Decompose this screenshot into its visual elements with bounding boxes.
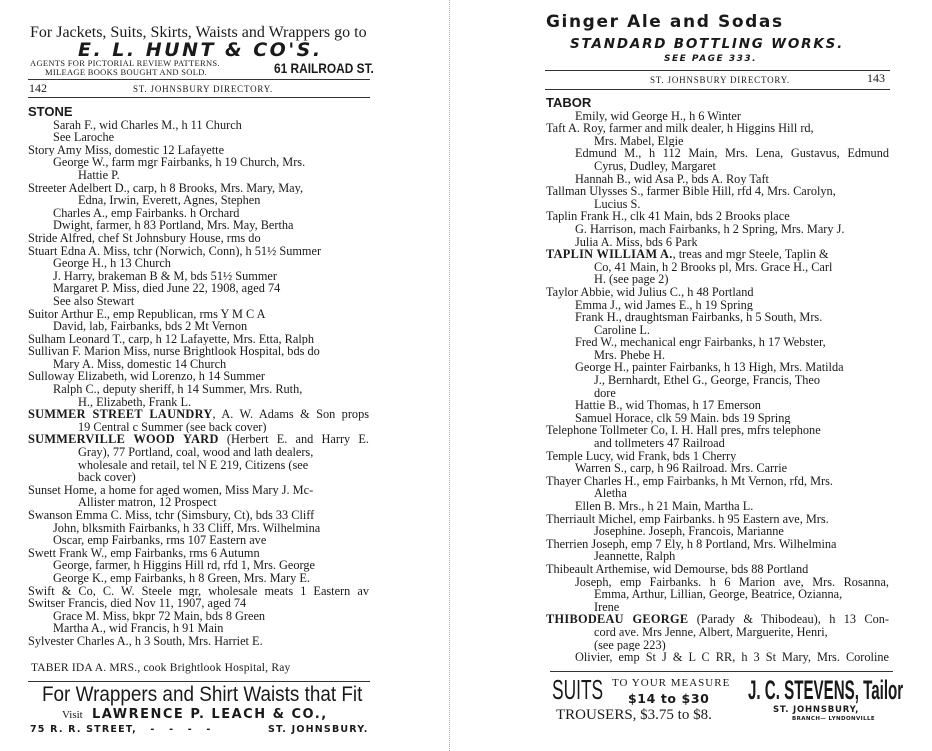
page-gutter (449, 0, 450, 751)
directory-entry-line (28, 471, 370, 484)
entry-text: Story Amy Miss, domestic 12 Lafayette (28, 143, 225, 157)
directory-entries (546, 97, 890, 664)
directory-entry-line (28, 547, 370, 560)
entry-text: Mary A. Miss, domestic 14 Church (53, 357, 227, 371)
directory-entry-line (546, 500, 890, 513)
directory-entry-line (546, 576, 890, 589)
directory-entry-line (546, 588, 890, 601)
directory-entry-line (28, 245, 370, 258)
entry-text: George K., emp Fairbanks, h 8 Green, Mrs. Mary E. (53, 571, 310, 585)
directory-entry-line (28, 257, 370, 270)
leach-ad-headline: For Wrappers and Shirt Waists that Fit (42, 683, 363, 706)
entry-text: George W., farm mgr Fairbanks, h 19 Church, Mrs. (53, 156, 306, 169)
directory-entry-line (546, 563, 890, 576)
entry-text: Thayer Charles H., emp Fairbanks, h Mt Vernon, rfd, Mrs. (546, 474, 833, 488)
entry-text: Lucius S. (594, 197, 641, 211)
directory-entry-line (28, 622, 370, 635)
entry-text: cord ave. Mrs Jenne, Albert, Marguerite, Henri, (594, 625, 828, 639)
directory-entry-line (28, 572, 370, 585)
directory-entry-line (28, 156, 370, 169)
entry-text: Edna, Irwin, Everett, Agnes, Stephen (78, 194, 261, 207)
header-rule (28, 79, 370, 80)
entry-text: Taplin Frank H., clk 41 Main, bds 2 Brooks place (546, 210, 790, 223)
directory-entry-line (546, 639, 890, 652)
directory-entry-line (28, 396, 370, 409)
directory-entry-line (546, 550, 890, 563)
page-number: 143 (867, 71, 885, 85)
business-name: THIBODEAU GEORGE (546, 613, 689, 626)
directory-entry-line (546, 349, 890, 362)
entry-text: Swett Frank W., emp Fairbanks, rms 6 Autumn (28, 546, 260, 560)
entry-text: Therriault Michel, emp Fairbanks. h 95 Eastern ave, Mrs. (546, 512, 829, 526)
entry-text: Hattie P. (78, 168, 120, 182)
entry-text: Gray), 77 Portland, coal, wood and lath dealers, (78, 446, 314, 459)
entry-text: Mrs. Phebe H. (594, 348, 666, 362)
stevens-ad-branch: BRANCH— LYNDONVILLE (792, 716, 876, 722)
directory-entry-line (546, 311, 890, 324)
entry-text: Caroline L. (594, 323, 651, 337)
directory-entry-line (28, 421, 370, 434)
entry-text: Oscar, emp Fairbanks, rms 107 Eastern ave (53, 534, 267, 547)
ginger-ad-firm: STANDARD BOTTLING WORKS. (570, 36, 845, 52)
entry-text: (Herbert E. and Harry E. (218, 433, 369, 447)
directory-entry-line (28, 232, 370, 245)
directory-entry-line (546, 135, 890, 148)
entry-text: dore (594, 386, 616, 400)
directory-entry-line (546, 513, 890, 526)
directory-entry-line (28, 308, 370, 321)
entry-text: , treas and mgr Steele, Taplin & (672, 248, 829, 261)
directory-entry-line (28, 509, 370, 522)
directory-entry-line (546, 387, 890, 400)
leach-ad-firm: LAWRENCE P. LEACH & CO., (92, 707, 328, 722)
directory-entry-line (28, 144, 370, 157)
directory-entry-line (28, 610, 370, 623)
entry-text: Frank H., draughtsman Fairbanks, h 5 South, Mrs. (575, 311, 823, 324)
entry-text: Emma, Arthur, Lillian, George, Beatrice, Ozianna, (594, 588, 843, 601)
entry-text: See Laroche (53, 131, 115, 144)
directory-entry-line (28, 459, 370, 472)
directory-entries (28, 106, 370, 648)
footer-rule (28, 681, 370, 682)
entry-text: Margaret P. Miss, died June 22, 1908, aged 74 (53, 282, 281, 295)
hunt-ad-tagline: For Jackets, Suits, Skirts, Waists and Wrappers go to (30, 24, 367, 41)
entry-text: Irene (594, 600, 620, 614)
entry-text: Tallman Ulysses S., farmer Bible Hill, rfd 4, Mrs. Carolyn, (546, 185, 836, 198)
entry-text: J. Harry, brakeman B & M, bds 51½ Summer (53, 269, 277, 283)
directory-entry-line (28, 597, 370, 610)
directory-entry-line (546, 210, 890, 223)
entry-text: Temple Lucy, wid Frank, bds 1 Cherry (546, 449, 737, 463)
entry-text: David, lab, Fairbanks, bds 2 Mt Vernon (53, 320, 248, 333)
directory-entry-line (28, 194, 370, 207)
entry-text: Joseph, emp Fairbanks. h 6 Marion ave, Mrs. Rosanna, (575, 575, 889, 589)
directory-entry-line (28, 408, 370, 421)
entry-text: Taft A. Roy, farmer and milk dealer, h Higgins Hill rd, (546, 122, 814, 135)
entry-text: Fred W., mechanical engr Fairbanks, h 17 Webster, (575, 336, 826, 349)
stevens-ad-suits: SUITS (552, 674, 604, 705)
directory-entry-line (28, 169, 370, 182)
footer-rule (550, 671, 893, 672)
entry-text: and tollmeters 47 Railroad (594, 437, 725, 450)
directory-entry-line (28, 370, 370, 383)
entry-text: Co, 41 Main, h 2 Brooks pl, Mrs. Grace H., Carl (594, 260, 833, 274)
directory-entry-line (546, 487, 890, 500)
directory-entry-line (28, 207, 370, 220)
directory-entry-line (546, 424, 890, 437)
directory-entry-line (546, 613, 890, 626)
hunt-ad-firm: E. L. HUNT & CO'S. (78, 39, 323, 61)
entry-text: Mrs. Mabel, Elgie (594, 134, 684, 148)
header-rule (28, 97, 370, 98)
taber-entry: TABER IDA A. MRS., cook Brightlook Hospital, Ray (31, 662, 291, 674)
entry-text: Sulloway Elizabeth, wid Lorenzo, h 14 Summer (28, 370, 266, 384)
entry-text: Grace M. Miss, bkpr 72 Main, bds 8 Green (53, 609, 266, 623)
entry-text: Emily, wid George H., h 6 Winter (575, 109, 741, 123)
entry-text: Hattie B., wid Thomas, h 17 Emerson (575, 399, 761, 412)
entry-text: J., Bernhardt, Ethel G., George, Francis, Theo (594, 374, 820, 387)
entry-text: Charles A., emp Fairbanks. h Orchard (53, 206, 240, 220)
directory-entry-line (28, 433, 370, 446)
entry-text: Allister matron, 12 Prospect (78, 496, 217, 509)
leach-ad-visit: Visit (62, 709, 83, 721)
directory-entry-line (546, 399, 890, 412)
directory-entry-line (546, 601, 890, 614)
directory-entry-line (546, 538, 890, 551)
entry-text: Warren S., carp, h 96 Railroad. Mrs. Carrie (575, 462, 788, 475)
ginger-ad-see-page: SEE PAGE 333. (664, 54, 758, 64)
running-head: ST. JOHNSBURY DIRECTORY. (133, 84, 273, 94)
running-head: ST. JOHNSBURY DIRECTORY. (650, 75, 790, 85)
entry-text: George H., painter Fairbanks, h 13 High, Mrs. Matilda (575, 361, 844, 375)
directory-entry-line (28, 270, 370, 283)
entry-text: Sunset Home, a home for aged women, Miss Mary J. Mc- (28, 483, 314, 497)
ginger-ad-tagline: Ginger Ale and Sodas (546, 12, 784, 32)
directory-entry-line (546, 361, 890, 374)
stevens-ad-price: $14 to $30 (628, 691, 710, 706)
directory-entry-line (28, 333, 370, 346)
entry-text: Switser Francis, died Nov 11, 1907, aged 74 (28, 597, 247, 610)
directory-entry-line (28, 295, 370, 308)
entry-text: (Parady & Thibodeau), h 13 Con- (688, 613, 889, 626)
directory-entry-line (546, 324, 890, 337)
directory-entry-line (546, 248, 890, 261)
directory-entry-line (546, 122, 890, 135)
entry-text: Telephone Tollmeter Co, I. H. Hall pres, mfrs telephone (546, 424, 821, 438)
entry-text: Jeannette, Ralph (594, 550, 676, 563)
entry-text: Sulham Leonard T., carp, h 12 Lafayette, Mrs. Etta, Ralph (28, 332, 315, 346)
entry-text: H. (see page 2) (594, 273, 669, 286)
entry-text: John, blksmith Fairbanks, h 33 Cliff, Mrs. Wilhelmina (53, 521, 321, 535)
directory-entry-line (546, 626, 890, 639)
directory-entry-line (546, 110, 890, 123)
entry-text: Swift & Co, C. W. Steele mgr, wholesale meats 1 Eastern av (28, 584, 369, 598)
entry-text: Edmund M., h 112 Main, Mrs. Lena, Gustavus, Edmund (575, 147, 889, 160)
entry-text: Suitor Arthur E., emp Republican, rms Y M C A (28, 307, 266, 321)
entry-text: , A. W. Adams & Son props (212, 408, 369, 421)
directory-entry-line (546, 525, 890, 538)
entry-text: Ellen B. Mrs., h 21 Main, Martha L. (575, 500, 754, 513)
stevens-ad-trousers: TROUSERS, $3.75 to $8. (556, 707, 712, 723)
directory-entry-line (546, 185, 890, 198)
hunt-ad-mileage: MILEAGE BOOKS BOUGHT AND SOLD. (45, 67, 208, 77)
entry-text: Cyrus, Dudley, Margaret (594, 159, 716, 173)
directory-entry-line (546, 160, 890, 173)
hunt-ad-agents: AGENTS FOR PICTORIAL REVIEW PATTERNS. (30, 58, 220, 68)
stevens-ad-city: ST. JOHNSBURY, (773, 705, 860, 715)
leach-ad-street: 75 R. R. STREET, - - - - (30, 724, 212, 735)
directory-entry-line (28, 358, 370, 371)
entry-text: Ralph C., deputy sheriff, h 14 Summer, Mrs. Ruth, (53, 383, 303, 396)
directory-entry-line (28, 345, 370, 358)
entry-text: Emma J., wid James E., h 19 Spring (575, 298, 753, 312)
surname-heading: STONE (28, 106, 73, 119)
directory-entry-line (28, 585, 370, 598)
directory-entry-line (546, 286, 890, 299)
business-name: SUMMERVILLE WOOD YARD (28, 433, 219, 447)
directory-entry-line (546, 374, 890, 387)
directory-entry-line (546, 173, 890, 186)
entry-text: Streeter Adelbert D., carp, h 8 Brooks, Mrs. Mary, May, (28, 181, 304, 195)
directory-entry-line (28, 534, 370, 547)
directory-entry-line (28, 484, 370, 497)
surname-heading: TABOR (546, 97, 592, 110)
directory-entry-line (546, 261, 890, 274)
entry-text: Martha A., wid Francis, h 91 Main (53, 622, 224, 635)
directory-entry-line (28, 219, 370, 232)
header-rule (545, 70, 890, 71)
entry-text: (see page 223) (594, 638, 666, 652)
directory-entry-line (546, 336, 890, 349)
directory-entry-line (28, 282, 370, 295)
entry-text: See also Stewart (53, 294, 135, 308)
directory-entry-line (28, 182, 370, 195)
entry-text: Swanson Emma C. Miss, tchr (Simsbury, Ct), bds 33 Cliff (28, 509, 315, 522)
directory-entry-line (546, 412, 890, 425)
entry-text: Samuel Horace, clk 59 Main. bds 19 Spring (575, 411, 791, 425)
entry-text: Therrien Joseph, emp 7 Ely, h 8 Portland, Mrs. Wilhelmina (546, 537, 837, 551)
entry-text: Stride Alfred, chef St Johnsbury House, rms do (28, 231, 261, 245)
stevens-ad-firm: J. C. STEVENS, Tailor (748, 675, 904, 705)
directory-entry-line (28, 119, 370, 132)
directory-entry-line (28, 496, 370, 509)
directory-entry-line (28, 131, 370, 144)
entry-text: Hannah B., wid Asa P., bds A. Roy Taft (575, 172, 769, 186)
directory-entry-line (546, 299, 890, 312)
business-name: SUMMER STREET LAUNDRY (28, 408, 213, 421)
entry-text: wholesale and retail, tel N E 219, Citizens (see (78, 458, 309, 472)
directory-entry-line (546, 236, 890, 249)
entry-text: Thibeault Arthemise, wid Demourse, bds 88 Portland (546, 562, 809, 576)
directory-entry-line (546, 651, 890, 664)
hunt-ad-address: 61 RAILROAD ST. (274, 60, 374, 76)
directory-entry-line (28, 635, 370, 648)
stevens-ad-measure: TO YOUR MEASURE (612, 677, 731, 689)
entry-text: Aletha (594, 487, 627, 500)
directory-entry-line (546, 450, 890, 463)
entry-text: Sullivan F. Marion Miss, nurse Brightlook Hospital, bds do (28, 345, 320, 358)
directory-entry-line (28, 522, 370, 535)
entry-text: Taylor Abbie, wid Julius C., h 48 Portland (546, 285, 754, 299)
business-name: TAPLIN WILLIAM A. (546, 248, 673, 261)
entry-text: Josephine. Joseph, Francois, Marianne (594, 525, 784, 538)
entry-text: Sylvester Charles A., h 3 South, Mrs. Harriet E. (28, 634, 263, 648)
directory-entry-line (28, 559, 370, 572)
directory-entry-line (28, 383, 370, 396)
entry-text: Sarah F., wid Charles M., h 11 Church (53, 118, 242, 132)
entry-text: Julia A. Miss, bds 6 Park (575, 235, 698, 249)
directory-entry-line (28, 320, 370, 333)
directory-entry-line (28, 446, 370, 459)
entry-text: G. Harrison, mach Fairbanks, h 2 Spring, Mrs. Mary J. (575, 222, 845, 236)
entry-text: back cover) (78, 471, 136, 484)
directory-entry-line (546, 147, 890, 160)
entry-text: Dwight, farmer, h 83 Portland, Mrs. May, Bertha (53, 219, 294, 232)
leach-ad-city: ST. JOHNSBURY. (268, 724, 369, 735)
entry-text: Olivier, emp St J & L C RR, h 3 St Mary, Mrs. Coroline (575, 651, 889, 664)
directory-entry-line (546, 475, 890, 488)
entry-text: George, farmer, h Higgins Hill rd, rfd 1, Mrs. George (53, 559, 316, 572)
entry-text: George H., h 13 Church (53, 257, 171, 270)
directory-entry-line (546, 437, 890, 450)
page-number: 142 (29, 81, 47, 95)
directory-entry-line (546, 273, 890, 286)
entry-text: Stuart Edna A. Miss, tchr (Norwich, Conn), h 51½ Summer (28, 244, 322, 258)
directory-entry-line (546, 462, 890, 475)
directory-entry-line (546, 223, 890, 236)
entry-text: H., Elizabeth, Frank L. (78, 395, 192, 409)
header-rule (545, 89, 890, 90)
directory-entry-line (546, 198, 890, 211)
entry-text: 19 Central c Summer (see back cover) (78, 420, 267, 434)
